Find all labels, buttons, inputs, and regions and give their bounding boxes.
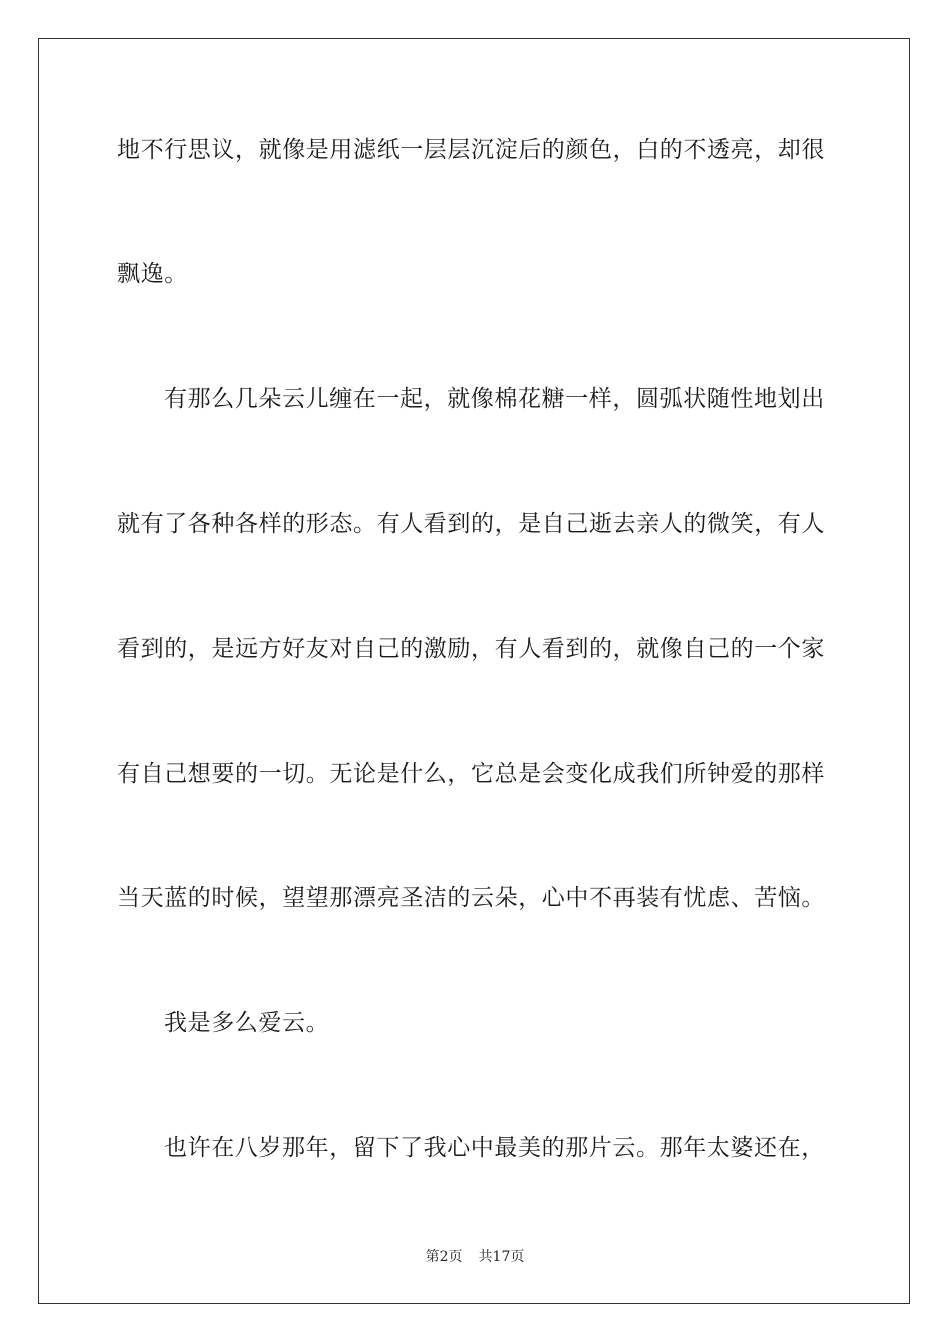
text-line-2: 飘逸。 (117, 261, 188, 287)
text-line-1: 地不行思议，就像是用滤纸一层层沉淀后的颜色，白的不透亮，却很 (117, 137, 825, 163)
page-frame (38, 38, 910, 1304)
text-line-5: 看到的，是远方好友对自己的激励，有人看到的，就像自己的一个家 (117, 636, 825, 662)
text-line-4: 就有了各种各样的形态。有人看到的，是自己逝去亲人的微笑，有人 (117, 511, 825, 537)
text-line-9: 也许在八岁那年，留下了我心中最美的那片云。那年太婆还在， (164, 1135, 825, 1161)
page-footer (0, 1246, 950, 1266)
page-total: 共17页 (478, 1249, 525, 1265)
text-line-3: 有那么几朵云儿缠在一起，就像棉花糖一样，圆弧状随性地划出 (164, 386, 825, 412)
text-line-7: 当天蓝的时候，望望那漂亮圣洁的云朵，心中不再装有忧虑、苦恼。 (117, 885, 825, 911)
text-line-8: 我是多么爱云。 (164, 1010, 330, 1036)
page-number: 第2页 (425, 1249, 463, 1265)
text-line-6: 有自己想要的一切。无论是什么，它总是会变化成我们所钟爱的那样 (117, 761, 825, 787)
